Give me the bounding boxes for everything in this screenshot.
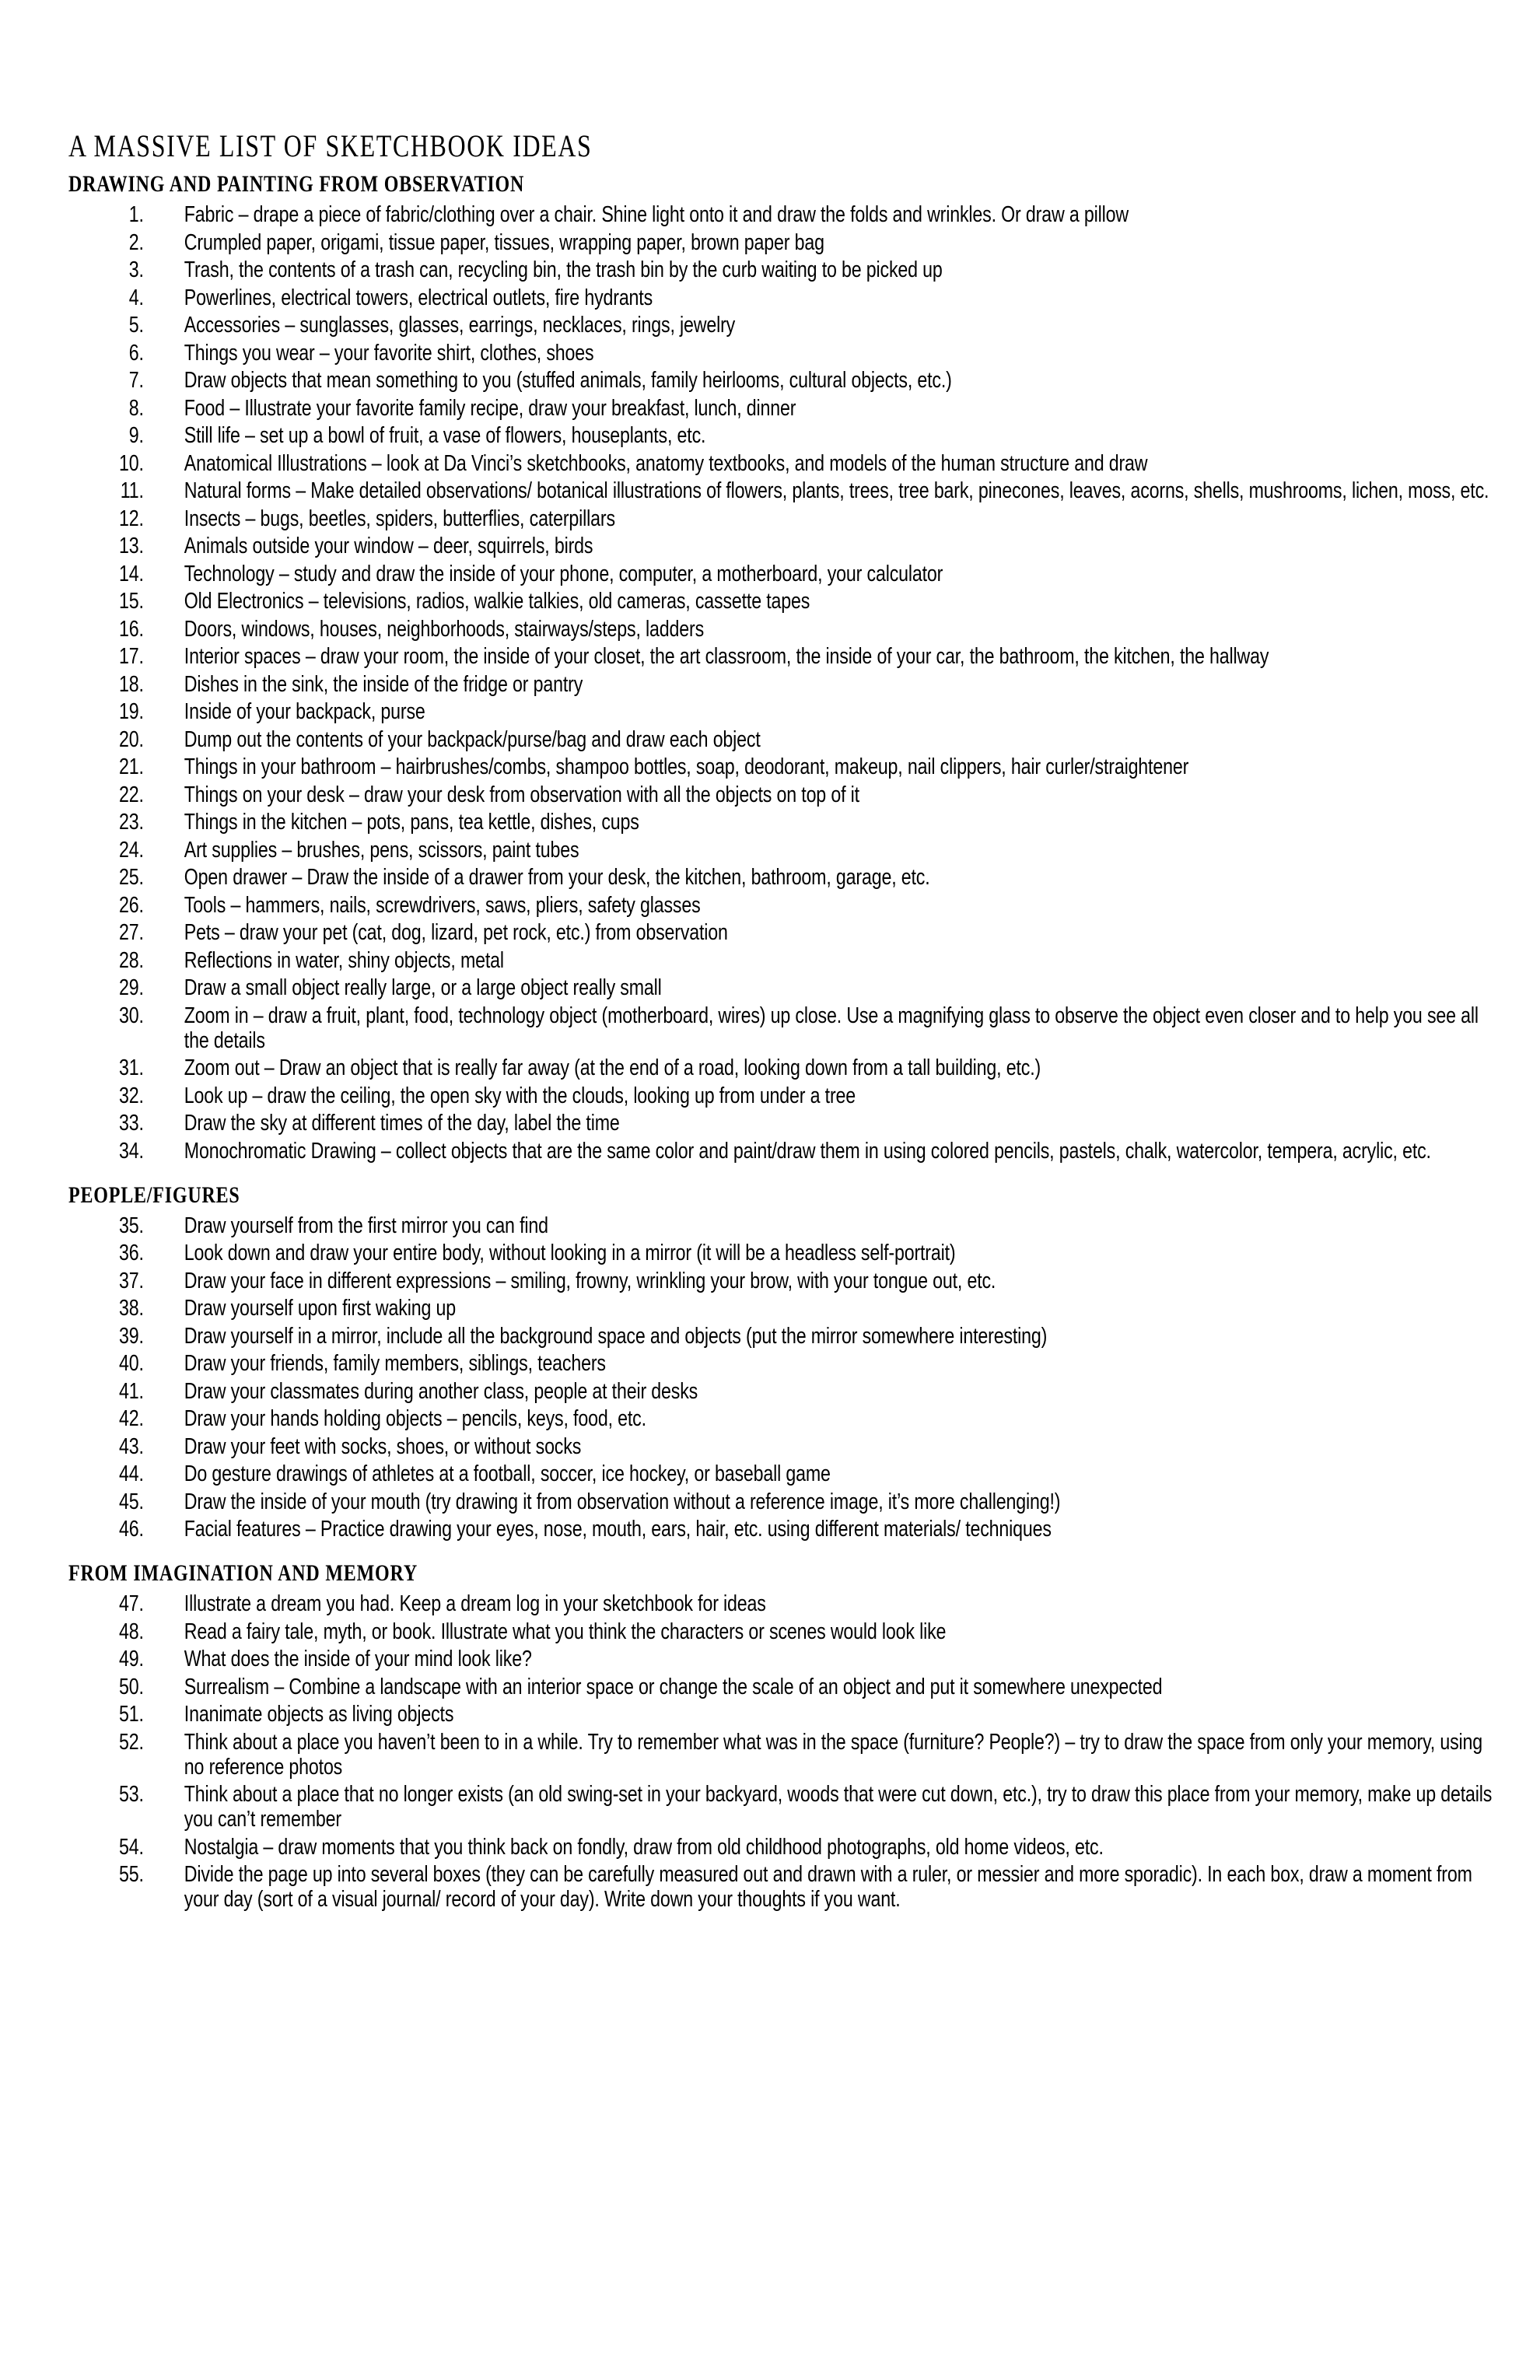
- list-item: [68, 672, 1496, 697]
- list-item: [68, 285, 1496, 310]
- item-text: Food – Illustrate your favorite family recipe, draw your breakfast, lunch, dinner: [184, 395, 796, 421]
- list-item: [68, 1003, 1496, 1053]
- item-number: 37.: [119, 1268, 144, 1293]
- item-number: 33.: [119, 1111, 144, 1136]
- item-number: 34.: [119, 1138, 144, 1164]
- item-text: Look up – draw the ceiling, the open sky with the clouds, looking up from under a tree: [184, 1083, 856, 1108]
- numbered-list: [68, 202, 1496, 1164]
- item-number: 52.: [119, 1729, 144, 1755]
- item-text: Insects – bugs, beetles, spiders, butterflies, caterpillars: [184, 506, 615, 531]
- item-number: 41.: [119, 1378, 144, 1404]
- item-number: 49.: [119, 1647, 144, 1671]
- list-item: [68, 1517, 1496, 1542]
- item-text: Think about a place that no longer exists (an old swing-set in your backyard, woods that were cut down, etc.), try to draw this place from your memory, make up details you can’t remember: [184, 1782, 1493, 1832]
- list-item: [68, 727, 1496, 752]
- item-text: Things you wear – your favorite shirt, clothes, shoes: [184, 340, 594, 366]
- item-text: Draw yourself upon first waking up: [184, 1296, 456, 1321]
- list-item: [68, 1055, 1496, 1080]
- item-text: Dishes in the sink, the inside of the fridge or pantry: [184, 671, 583, 697]
- item-text: Facial features – Practice drawing your eyes, nose, mouth, ears, hair, etc. using different materials/ techniques: [184, 1517, 1052, 1542]
- item-number: 11.: [120, 478, 144, 503]
- item-number: 6.: [128, 340, 144, 366]
- item-number: 13.: [119, 534, 144, 558]
- item-number: 45.: [119, 1489, 144, 1514]
- list-item: [68, 1241, 1496, 1265]
- item-number: 14.: [119, 561, 144, 586]
- list-item: [68, 1139, 1496, 1164]
- item-number: 9.: [128, 423, 144, 448]
- numbered-list: [68, 1213, 1496, 1542]
- item-text: Draw objects that mean something to you (stuffed animals, family heirlooms, cultural objects, etc.): [184, 368, 952, 393]
- item-number: 25.: [119, 865, 144, 890]
- list-item: [68, 893, 1496, 918]
- item-number: 53.: [119, 1782, 144, 1807]
- list-item: [68, 1461, 1496, 1486]
- item-text: Think about a place you haven’t been to in a while. Try to remember what was in the space (furniture? People?) – try to draw the space from only your memory, using no reference photos: [184, 1729, 1483, 1780]
- list-item: [68, 257, 1496, 282]
- list-item: [68, 1835, 1496, 1860]
- item-text: Inside of your backpack, purse: [184, 699, 425, 724]
- document-title: A MASSIVE LIST OF SKETCHBOOK IDEAS: [68, 128, 593, 163]
- item-text: Draw yourself from the first mirror you can find: [184, 1213, 548, 1238]
- item-number: 15.: [119, 589, 144, 614]
- item-number: 8.: [128, 395, 144, 421]
- item-number: 3.: [128, 257, 144, 282]
- list-item: [68, 589, 1496, 614]
- item-number: 16.: [119, 616, 144, 642]
- list-item: [68, 948, 1496, 973]
- section-heading: DRAWING AND PAINTING FROM OBSERVATION: [68, 171, 525, 197]
- list-item: [68, 562, 1496, 586]
- item-text: Natural forms – Make detailed observations/ botanical illustrations of flowers, plants, trees, tree bark, pinecones, leaves, acorns, shells, mushrooms, lichen, moss, etc.: [184, 478, 1489, 503]
- list-item: [68, 1862, 1496, 1912]
- item-number: 36.: [119, 1241, 144, 1265]
- item-number: 26.: [119, 892, 144, 918]
- item-text: Things on your desk – draw your desk from observation with all the objects on top of it: [184, 782, 859, 807]
- item-text: Still life – set up a bowl of fruit, a vase of flowers, houseplants, etc.: [184, 423, 706, 448]
- item-number: 50.: [119, 1674, 144, 1699]
- list-item: [68, 754, 1496, 779]
- list-item: [68, 313, 1496, 338]
- item-number: 24.: [119, 837, 144, 863]
- list-item: [68, 341, 1496, 366]
- item-text: Surrealism – Combine a landscape with an interior space or change the scale of an object and put it somewhere unexpected: [184, 1674, 1163, 1699]
- list-item: [68, 368, 1496, 393]
- list-item: [68, 644, 1496, 669]
- item-number: 35.: [119, 1213, 144, 1238]
- item-text: Open drawer – Draw the inside of a drawer from your desk, the kitchen, bathroom, garage, etc.: [184, 865, 930, 890]
- item-text: Draw your hands holding objects – pencils, keys, food, etc.: [184, 1406, 646, 1431]
- item-text: Art supplies – brushes, pens, scissors, paint tubes: [184, 837, 579, 863]
- item-text: Pets – draw your pet (cat, dog, lizard, pet rock, etc.) from observation: [184, 920, 728, 945]
- item-number: 48.: [119, 1619, 144, 1644]
- item-text: Dump out the contents of your backpack/purse/bag and draw each object: [184, 726, 761, 752]
- item-text: Interior spaces – draw your room, the inside of your closet, the art classroom, the inside of your car, the bathroom, the kitchen, the hallway: [184, 644, 1269, 669]
- item-number: 32.: [119, 1083, 144, 1108]
- list-item: [68, 451, 1496, 476]
- section-list: [68, 170, 1496, 1912]
- item-number: 20.: [119, 726, 144, 752]
- item-number: 19.: [119, 699, 144, 724]
- item-number: 51.: [119, 1702, 144, 1727]
- section-heading: PEOPLE/FIGURES: [68, 1181, 240, 1208]
- section: [68, 170, 1496, 1164]
- list-item: [68, 1434, 1496, 1459]
- list-item: [68, 782, 1496, 807]
- item-text: Doors, windows, houses, neighborhoods, stairways/steps, ladders: [184, 616, 705, 642]
- item-text: Draw a small object really large, or a large object really small: [184, 975, 662, 1000]
- item-text: Reflections in water, shiny objects, metal: [184, 947, 504, 973]
- item-text: Nostalgia – draw moments that you think back on fondly, draw from old childhood photographs, old home videos, etc.: [184, 1834, 1104, 1860]
- item-text: Zoom in – draw a fruit, plant, food, technology object (motherboard, wires) up close. Use a magnifying glass to observe the object even closer and to help you see all the details: [184, 1003, 1479, 1053]
- item-number: 12.: [119, 506, 144, 531]
- item-text: Powerlines, electrical towers, electrical outlets, fire hydrants: [184, 285, 653, 310]
- numbered-list: [68, 1591, 1496, 1912]
- item-text: Fabric – drape a piece of fabric/clothing over a chair. Shine light onto it and draw the folds and wrinkles. Or draw a pillow: [184, 202, 1129, 227]
- item-number: 28.: [119, 947, 144, 973]
- list-item: [68, 1619, 1496, 1644]
- item-text: Draw yourself in a mirror, include all the background space and objects (put the mirror somewhere interesting): [184, 1323, 1048, 1349]
- item-number: 10.: [119, 450, 144, 476]
- list-item: [68, 1730, 1496, 1780]
- item-text: Accessories – sunglasses, glasses, earrings, necklaces, rings, jewelry: [184, 313, 736, 338]
- list-item: [68, 506, 1496, 531]
- item-number: 29.: [119, 975, 144, 1000]
- list-item: [68, 617, 1496, 642]
- item-text: Draw your friends, family members, siblings, teachers: [184, 1351, 606, 1376]
- item-text: Monochromatic Drawing – collect objects that are the same color and paint/draw them in using colored pencils, pastels, chalk, watercolor, tempera, acrylic, etc.: [184, 1138, 1431, 1164]
- item-text: Draw your face in different expressions – smiling, frowny, wrinkling your brow, with your tongue out, etc.: [184, 1268, 996, 1293]
- item-text: Inanimate objects as living objects: [184, 1702, 454, 1727]
- item-number: 44.: [119, 1461, 144, 1486]
- item-text: Draw your classmates during another class, people at their desks: [184, 1378, 698, 1404]
- item-text: Anatomical Illustrations – look at Da Vinci’s sketchbooks, anatomy textbooks, and models of the human structure and draw: [184, 450, 1148, 476]
- item-text: Tools – hammers, nails, screwdrivers, saws, pliers, safety glasses: [184, 892, 701, 918]
- list-item: [68, 1351, 1496, 1376]
- item-text: What does the inside of your mind look like?: [184, 1647, 532, 1671]
- list-item: [68, 396, 1496, 421]
- item-number: 42.: [119, 1406, 144, 1431]
- item-number: 43.: [119, 1433, 144, 1459]
- list-item: [68, 534, 1496, 558]
- list-item: [68, 1489, 1496, 1514]
- list-item: [68, 1324, 1496, 1349]
- item-number: 7.: [128, 368, 144, 393]
- item-number: 2.: [128, 229, 144, 255]
- list-item: [68, 1782, 1496, 1832]
- item-number: 47.: [119, 1591, 144, 1616]
- item-number: 31.: [119, 1055, 144, 1080]
- item-number: 55.: [119, 1862, 144, 1887]
- item-text: Old Electronics – televisions, radios, walkie talkies, old cameras, cassette tapes: [184, 589, 810, 614]
- item-number: 18.: [119, 671, 144, 697]
- list-item: [68, 1591, 1496, 1616]
- item-number: 22.: [119, 782, 144, 807]
- item-text: Things in the kitchen – pots, pans, tea kettle, dishes, cups: [184, 810, 639, 835]
- item-number: 17.: [119, 644, 144, 669]
- list-item: [68, 1702, 1496, 1727]
- item-text: Crumpled paper, origami, tissue paper, tissues, wrapping paper, brown paper bag: [184, 229, 824, 255]
- list-item: [68, 1379, 1496, 1404]
- list-item: [68, 975, 1496, 1000]
- item-number: 23.: [119, 810, 144, 835]
- item-text: Illustrate a dream you had. Keep a dream log in your sketchbook for ideas: [184, 1591, 766, 1616]
- item-number: 54.: [119, 1834, 144, 1860]
- item-number: 30.: [119, 1003, 144, 1028]
- item-number: 21.: [119, 754, 144, 779]
- item-text: Read a fairy tale, myth, or book. Illustrate what you think the characters or scenes would look like: [184, 1619, 947, 1644]
- item-number: 40.: [119, 1351, 144, 1376]
- list-item: [68, 865, 1496, 890]
- section: [68, 1559, 1496, 1912]
- item-number: 39.: [119, 1323, 144, 1349]
- item-text: Divide the page up into several boxes (they can be carefully measured out and drawn with a ruler, or messier and more sporadic). In each box, draw a moment from your day (sort of a visual journal/ record of your day). Write down your thoughts if you want.: [184, 1862, 1472, 1912]
- list-item: [68, 1406, 1496, 1431]
- item-number: 46.: [119, 1517, 144, 1542]
- item-number: 5.: [128, 313, 144, 338]
- list-item: [68, 1213, 1496, 1238]
- item-text: Draw your feet with socks, shoes, or without socks: [184, 1433, 582, 1459]
- list-item: [68, 202, 1496, 227]
- section: [68, 1181, 1496, 1542]
- item-text: Zoom out – Draw an object that is really far away (at the end of a road, looking down from a tall building, etc.): [184, 1055, 1041, 1080]
- list-item: [68, 1647, 1496, 1671]
- item-text: Trash, the contents of a trash can, recycling bin, the trash bin by the curb waiting to be picked up: [184, 257, 943, 282]
- item-text: Things in your bathroom – hairbrushes/combs, shampoo bottles, soap, deodorant, makeup, nail clippers, hair curler/straightener: [184, 754, 1189, 779]
- item-text: Look down and draw your entire body, without looking in a mirror (it will be a headless self-portrait): [184, 1241, 956, 1265]
- list-item: [68, 1111, 1496, 1136]
- list-item: [68, 1083, 1496, 1108]
- list-item: [68, 1269, 1496, 1293]
- item-number: 38.: [119, 1296, 144, 1321]
- item-number: 4.: [128, 285, 144, 310]
- section-heading: FROM IMAGINATION AND MEMORY: [68, 1560, 418, 1586]
- item-text: Technology – study and draw the inside of your phone, computer, a motherboard, your calculator: [184, 561, 943, 586]
- list-item: [68, 230, 1496, 255]
- list-item: [68, 478, 1496, 503]
- list-item: [68, 699, 1496, 724]
- list-item: [68, 1675, 1496, 1699]
- list-item: [68, 810, 1496, 835]
- list-item: [68, 1296, 1496, 1321]
- list-item: [68, 920, 1496, 945]
- list-item: [68, 423, 1496, 448]
- item-number: 27.: [119, 920, 144, 945]
- list-item: [68, 838, 1496, 863]
- item-text: Do gesture drawings of athletes at a football, soccer, ice hockey, or baseball game: [184, 1461, 831, 1486]
- item-text: Animals outside your window – deer, squirrels, birds: [184, 534, 593, 558]
- item-text: Draw the inside of your mouth (try drawing it from observation without a reference image, it’s more challenging!): [184, 1489, 1061, 1514]
- item-number: 1.: [128, 202, 144, 227]
- item-text: Draw the sky at different times of the day, label the time: [184, 1111, 620, 1136]
